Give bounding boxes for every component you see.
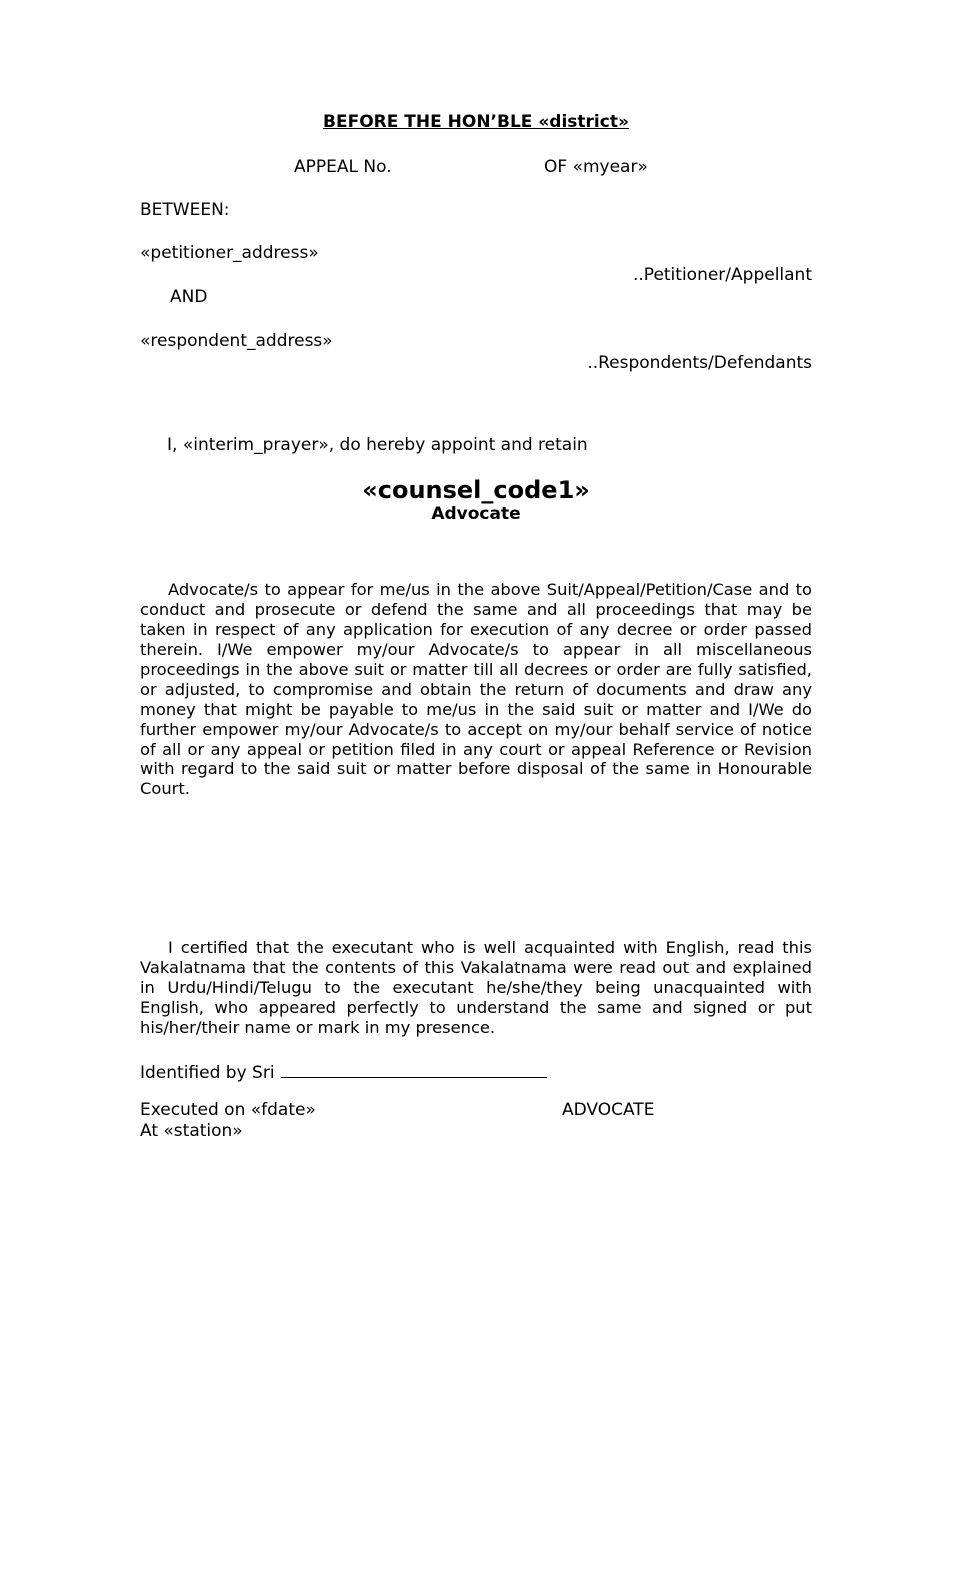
- certification-paragraph: I certified that the executant who is well acquainted with English, read this Vakalatnama that the contents of this Vakalatnama were read out and explained in Urdu/Hindi/Telugu to the executant he/she/they being unacquainted with English, who appeared perfectly to understand the same and signed or put his/her/their name or mark in my presence.: [140, 938, 812, 1037]
- appeal-year-label: OF «myear»: [544, 157, 648, 177]
- and-label: AND: [170, 287, 208, 307]
- station-label: At «station»: [140, 1121, 243, 1141]
- respondent-role: ..Respondents/Defendants: [587, 353, 812, 373]
- executed-on-label: Executed on «fdate»: [140, 1100, 316, 1120]
- appeal-number-label: APPEAL No.: [294, 157, 392, 177]
- respondent-address: «respondent_address»: [140, 331, 333, 351]
- counsel-code: «counsel_code1»: [362, 476, 590, 504]
- petitioner-address: «petitioner_address»: [140, 243, 319, 263]
- authorization-paragraph: Advocate/s to appear for me/us in the above Suit/Appeal/Petition/Case and to conduct and prosecute or defend the same and all proceedings that may be taken in respect of any application for execution of any decree or order passed therein. I/We empower my/our Advocate/s to appear in all miscellaneous proceedings in the above suit or matter till all decrees or order are fully satisfied, or adjusted, to compromise and obtain the return of documents and draw any money that might be payable to me/us in the said suit or matter and I/We do further empower my/our Advocate/s to accept on my/our behalf service of notice of all or any appeal or petition filed in any court or appeal Reference or Revision with regard to the said suit or matter before disposal of the same in Honourable Court.: [140, 580, 812, 799]
- petitioner-role: ..Petitioner/Appellant: [632, 265, 812, 285]
- appointment-statement: I, «interim_prayer», do hereby appoint and retain: [167, 435, 588, 455]
- document-title: BEFORE THE HON’BLE «district»: [323, 112, 629, 132]
- advocate-label: Advocate: [431, 504, 521, 524]
- between-label: BETWEEN:: [140, 200, 230, 220]
- advocate-signature-label: ADVOCATE: [562, 1100, 655, 1120]
- identified-by-row: [140, 1061, 547, 1083]
- identified-by-label: Identified by Sri: [140, 1063, 275, 1083]
- identified-by-blank-line: [281, 1061, 547, 1078]
